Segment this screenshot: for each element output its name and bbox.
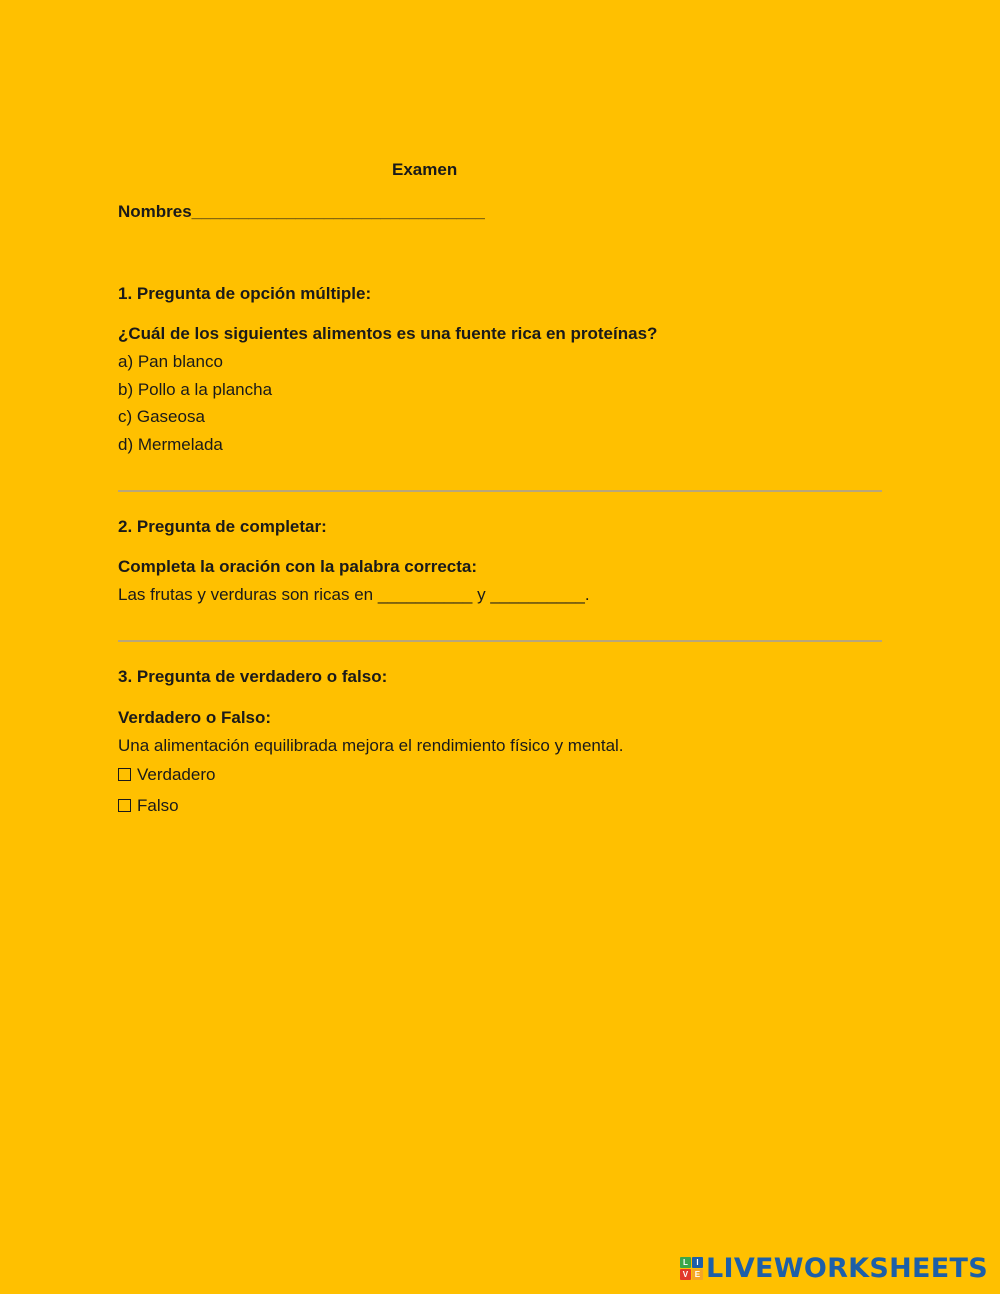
name-field[interactable]: Nombres_______________________________: [118, 202, 485, 221]
checkbox-icon[interactable]: [118, 799, 131, 812]
logo-text: LIVEWORKSHEETS: [705, 1253, 988, 1284]
q3-statement: Una alimentación equilibrada mejora el rendimiento físico y mental.: [118, 736, 624, 755]
divider: [118, 490, 882, 492]
q2-prompt: Completa la oración con la palabra correcta:: [118, 557, 478, 576]
q3-option-false-label: Falso: [137, 796, 179, 815]
q3-heading: 3. Pregunta de verdadero o falso:: [118, 667, 388, 686]
q1-option-b[interactable]: b) Pollo a la plancha: [118, 380, 273, 399]
q3-option-true[interactable]: [118, 764, 215, 786]
q3-option-false[interactable]: [118, 795, 179, 817]
liveworksheets-logo: [680, 1253, 988, 1284]
divider: [118, 640, 882, 642]
q1-heading: 1. Pregunta de opción múltiple:: [118, 284, 372, 303]
q3-option-true-label: Verdadero: [137, 765, 216, 784]
logo-mark-letter: E: [692, 1269, 703, 1280]
q1-prompt: ¿Cuál de los siguientes alimentos es una fuente rica en proteínas?: [118, 324, 658, 343]
q2-sentence[interactable]: Las frutas y verduras son ricas en __________ y __________.: [118, 585, 590, 604]
q3-prompt: Verdadero o Falso:: [118, 708, 272, 727]
logo-mark-letter: V: [680, 1269, 691, 1280]
page-title: Examen: [392, 160, 458, 179]
q1-option-a[interactable]: a) Pan blanco: [118, 352, 223, 371]
logo-mark-letter: L: [680, 1257, 691, 1268]
q1-option-d[interactable]: d) Mermelada: [118, 435, 223, 454]
logo-mark-letter: I: [692, 1257, 703, 1268]
logo-mark-icon: [680, 1257, 703, 1280]
q2-heading: 2. Pregunta de completar:: [118, 517, 327, 536]
q1-option-c[interactable]: c) Gaseosa: [118, 407, 205, 426]
checkbox-icon[interactable]: [118, 768, 131, 781]
